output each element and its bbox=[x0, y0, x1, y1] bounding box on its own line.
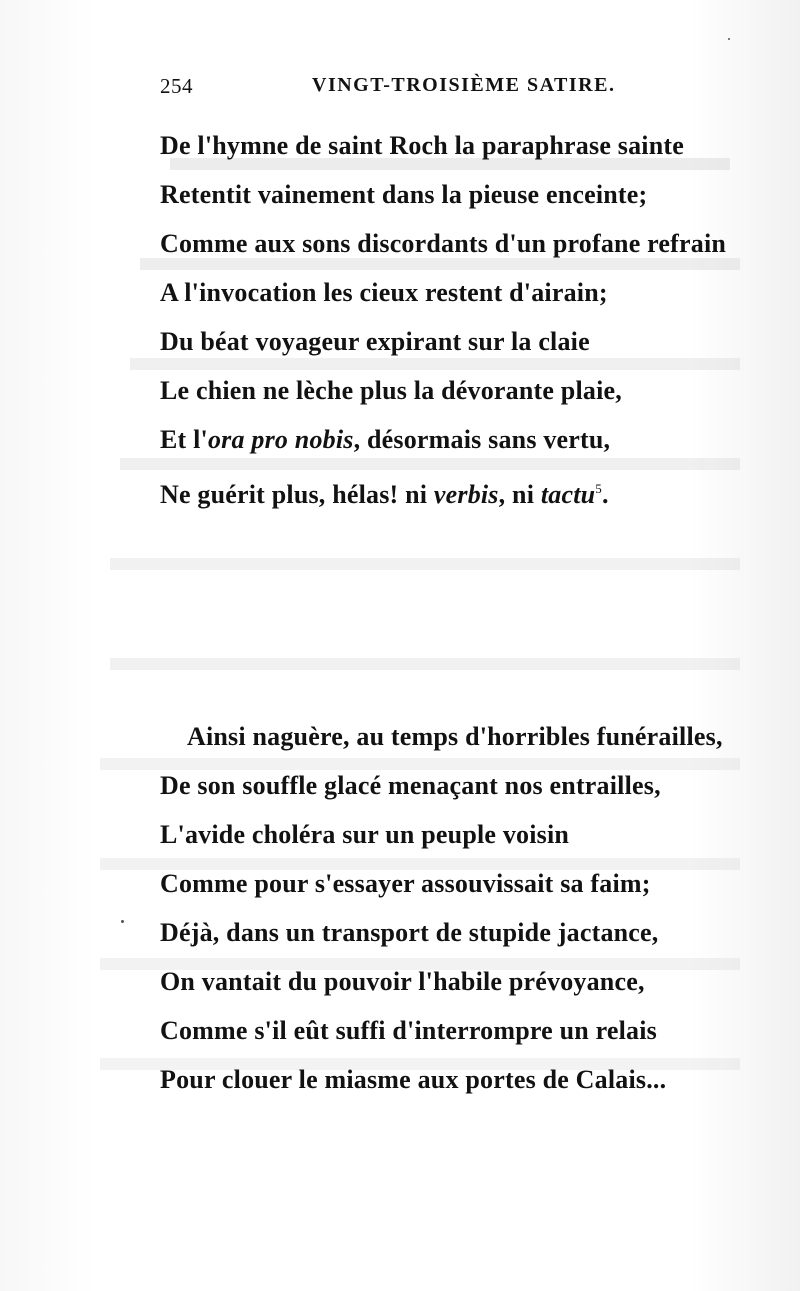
italic-text: tactu bbox=[540, 480, 596, 509]
verse-line bbox=[160, 415, 726, 464]
verse-line bbox=[160, 761, 723, 810]
verse-line bbox=[160, 712, 723, 761]
verse-text: Du béat voyageur expirant sur la claie bbox=[160, 327, 590, 356]
verse-text: , désormais sans vertu, bbox=[353, 425, 611, 454]
verse-text: . bbox=[601, 480, 609, 509]
verse-line bbox=[160, 268, 726, 317]
verse-line bbox=[160, 366, 726, 415]
verse-text: Ainsi naguère, au temps d'horribles funérailles, bbox=[187, 722, 723, 751]
verse-line bbox=[160, 859, 723, 908]
verse-text: On vantait du pouvoir l'habile prévoyance, bbox=[160, 967, 645, 996]
stanza-2 bbox=[160, 712, 723, 1104]
verse-line bbox=[160, 908, 723, 957]
verse-text: De l'hymne de saint Roch la paraphrase sainte bbox=[160, 131, 684, 160]
verse-line bbox=[160, 219, 726, 268]
footnote-marker: 5 bbox=[595, 481, 602, 496]
verse-text: Pour clouer le miasme aux portes de Calais... bbox=[160, 1065, 667, 1094]
running-title: VINGT-TROISIÈME SATIRE. bbox=[312, 74, 616, 96]
page-number: 254 bbox=[160, 74, 193, 98]
verse-text: , ni bbox=[498, 480, 541, 509]
verse-line bbox=[160, 957, 723, 1006]
verse-text: Déjà, dans un transport de stupide jactance, bbox=[160, 918, 659, 947]
paper-speck bbox=[728, 38, 730, 40]
paper-speck bbox=[121, 920, 124, 923]
verse-text: L'avide choléra sur un peuple voisin bbox=[160, 820, 570, 849]
verse-line bbox=[160, 1006, 723, 1055]
verse-text: Comme s'il eût suffi d'interrompre un relais bbox=[160, 1016, 657, 1045]
verse-line bbox=[160, 317, 726, 366]
verse-line bbox=[160, 121, 726, 170]
italic-text: ora pro nobis bbox=[207, 425, 354, 454]
verse-line bbox=[160, 810, 723, 859]
verse-line bbox=[160, 170, 726, 219]
verse-text: Le chien ne lèche plus la dévorante plaie, bbox=[160, 376, 622, 405]
stanza-1 bbox=[160, 121, 726, 513]
verse-text: Comme aux sons discordants d'un profane refrain bbox=[160, 229, 727, 258]
verse-text: De son souffle glacé menaçant nos entrailles, bbox=[160, 771, 661, 800]
verse-line bbox=[160, 1055, 723, 1104]
italic-text: verbis bbox=[433, 480, 499, 509]
verse-text: A l'invocation les cieux restent d'airain; bbox=[160, 278, 608, 307]
verse-text: Ne guérit plus, hélas! ni bbox=[160, 480, 434, 509]
verse-text: Retentit vainement dans la pieuse enceinte; bbox=[160, 180, 648, 209]
verse-line bbox=[160, 464, 726, 513]
verse-text: Et l' bbox=[160, 425, 208, 454]
page-header bbox=[160, 74, 620, 104]
verse-text: Comme pour s'essayer assouvissait sa faim; bbox=[160, 869, 651, 898]
